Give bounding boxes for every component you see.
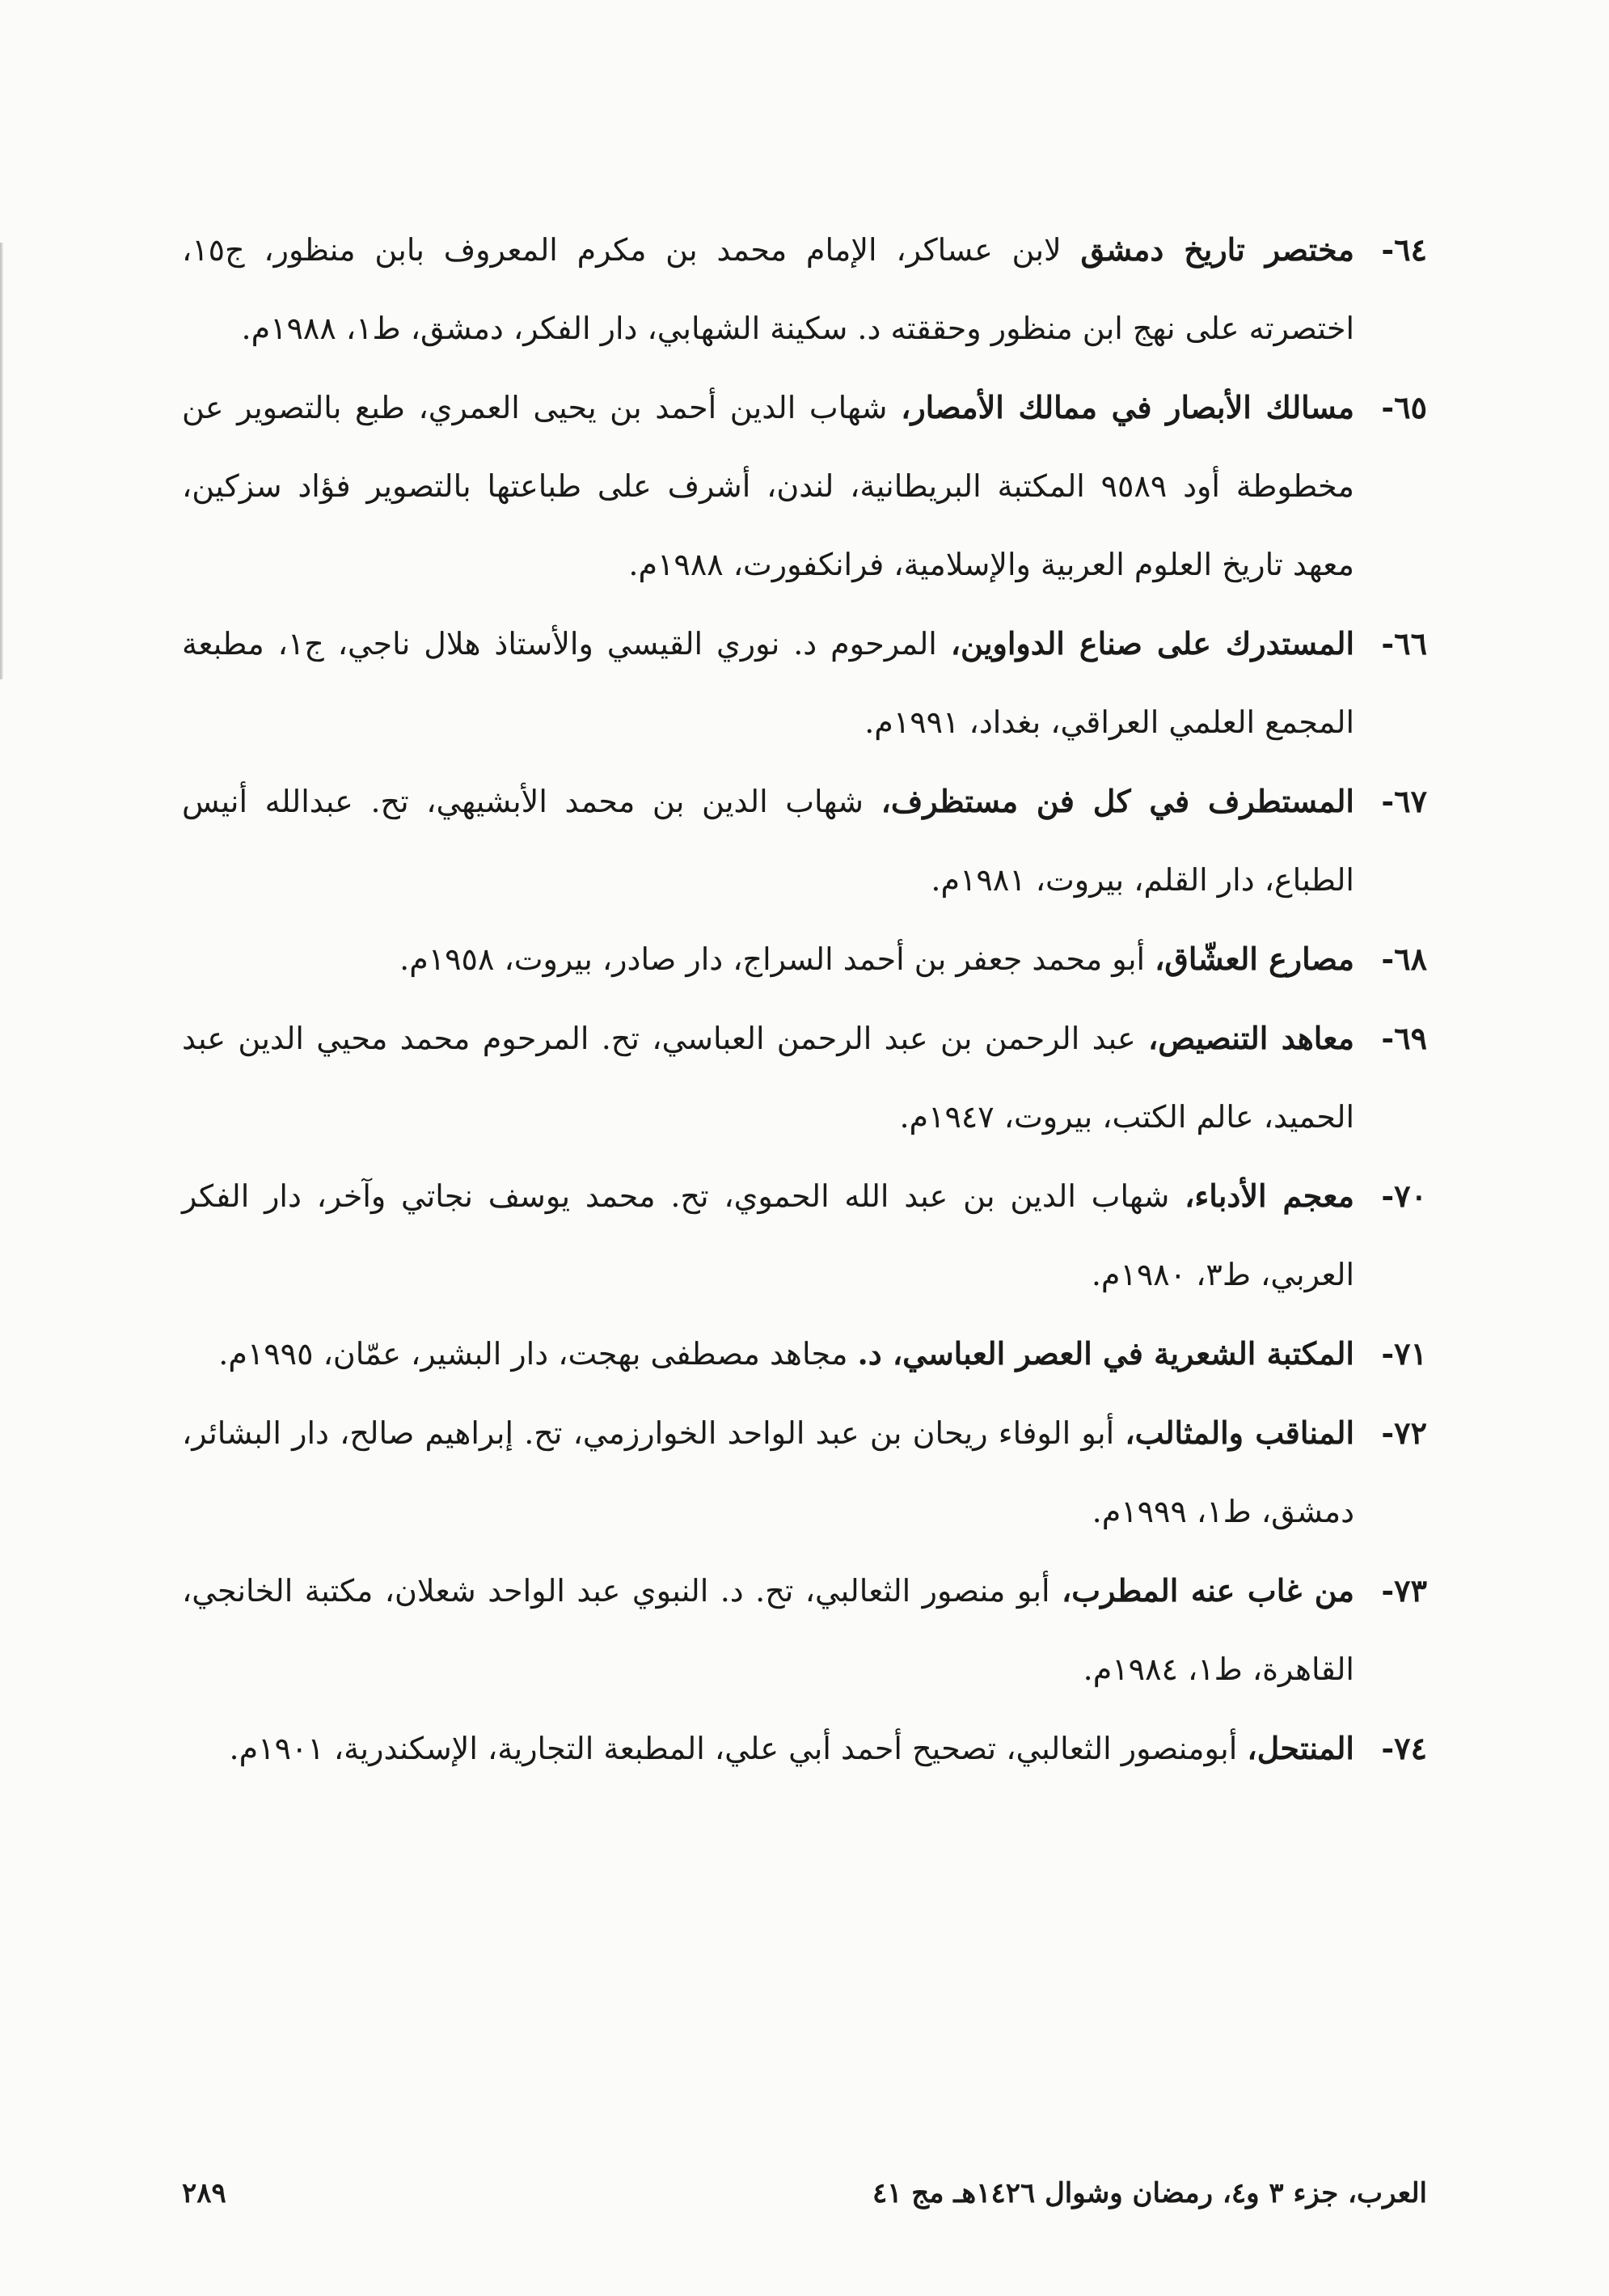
entry-details: أبو منصور الثعالبي، تح. د. النبوي عبد الواحد شعلان، مكتبة الخانجي، القاهرة، ط١، ١٩٨٤م.	[182, 1573, 1354, 1687]
entry-details: أبومنصور الثعالبي، تصحيح أحمد أبي علي، المطبعة التجارية، الإسكندرية، ١٩٠١م.	[229, 1731, 1248, 1766]
entry-details: شهاب الدين أحمد بن يحيى العمري، طبع بالتصوير عن مخطوطة أود ٩٥٨٩ المكتبة البريطانية، لندن، أشرف على طباعتها بالتصوير فؤاد سزكين، معهد تاريخ العلوم العربية والإسلامية، فرانكفورت، ١٩٨٨م.	[182, 390, 1354, 582]
bibliography-entry-74	[182, 1709, 1427, 1788]
entry-number: ٧٢-	[1381, 1414, 1427, 1451]
bibliography-entry-68	[182, 920, 1427, 999]
bibliography-entry-69	[182, 999, 1427, 1156]
entry-details: أبو محمد جعفر بن أحمد السراج، دار صادر، بيروت، ١٩٥٨م.	[399, 941, 1155, 977]
entry-title: معاهد التنصيص،	[1147, 1020, 1354, 1056]
bibliography-entry-73	[182, 1551, 1427, 1709]
entry-title: المستطرف في كل فن مستظرف،	[881, 783, 1354, 819]
bibliography-entry-67	[182, 762, 1427, 920]
bibliography-entry-66	[182, 604, 1427, 762]
entry-number: ٧٤-	[1381, 1730, 1427, 1766]
entry-title: المكتبة الشعرية في العصر العباسي، د.	[857, 1335, 1354, 1372]
entry-title: المستدرك على صناع الدواوين،	[950, 625, 1355, 662]
entry-title: من غاب عنه المطرب،	[1062, 1572, 1354, 1609]
bibliography-entry-65	[182, 368, 1427, 604]
entry-details: المرحوم د. نوري القيسي والأستاذ هلال ناجي، ج١، مطبعة المجمع العلمي العراقي، بغداد، ١٩٩١م.	[182, 626, 1354, 740]
entry-number: ٦٤-	[1381, 231, 1427, 268]
bibliography-list	[182, 210, 1427, 1788]
entry-details: أبو الوفاء ريحان بن عبد الواحد الخوارزمي، تح. إبراهيم صالح، دار البشائر، دمشق، ط١، ١٩٩٩م.	[182, 1415, 1354, 1529]
entry-number: ٧١-	[1381, 1335, 1427, 1372]
entry-number: ٦٧-	[1381, 783, 1427, 819]
entry-title: المنتحل،	[1247, 1730, 1354, 1766]
page-number: ٢٨٩	[182, 2177, 226, 2209]
bibliography-entry-64	[182, 210, 1427, 368]
bibliography-entry-71	[182, 1314, 1427, 1393]
entry-title: المناقب والمثالب،	[1125, 1414, 1355, 1451]
bibliography-entry-72	[182, 1393, 1427, 1551]
entry-number: ٧٠-	[1381, 1178, 1427, 1214]
entry-number: ٦٨-	[1381, 941, 1427, 977]
entry-number: ٦٩-	[1381, 1020, 1427, 1056]
entry-number: ٦٥-	[1381, 389, 1427, 425]
page-footer	[182, 2177, 1427, 2226]
entry-details: مجاهد مصطفى بهجت، دار البشير، عمّان، ١٩٩٥م.	[218, 1336, 858, 1372]
bibliography-entry-70	[182, 1156, 1427, 1314]
entry-details: عبد الرحمن بن عبد الرحمن العباسي، تح. المرحوم محمد محيي الدين عبد الحميد، عالم الكتب، بيروت، ١٩٤٧م.	[182, 1021, 1354, 1135]
scan-edge-shadow	[0, 243, 3, 679]
entry-title: مصارع العشّاق،	[1155, 941, 1354, 977]
entry-number: ٧٣-	[1381, 1572, 1427, 1609]
entry-title: مسالك الأبصار في ممالك الأمصار،	[901, 389, 1354, 425]
entry-title: مختصر تاريخ دمشق	[1080, 231, 1354, 268]
entry-details: شهاب الدين بن عبد الله الحموي، تح. محمد يوسف نجاتي وآخر، دار الفكر العربي، ط٣، ١٩٨٠م.	[182, 1178, 1354, 1292]
entry-details: شهاب الدين بن محمد الأبشيهي، تح. عبدالله أنيس الطباع، دار القلم، بيروت، ١٩٨١م.	[182, 784, 1354, 898]
entry-details: لابن عساكر، الإمام محمد بن مكرم المعروف بابن منظور، ج١٥، اختصرته على نهج ابن منظور وحققته د. سكينة الشهابي، دار الفكر، دمشق، ط١، ١٩٨٨م.	[182, 232, 1354, 346]
entry-number: ٦٦-	[1381, 625, 1427, 662]
entry-title: معجم الأدباء،	[1185, 1178, 1354, 1214]
journal-citation: العرب، جزء ٣ و٤، رمضان وشوال ١٤٢٦هـ مج ٤١	[872, 2177, 1427, 2209]
